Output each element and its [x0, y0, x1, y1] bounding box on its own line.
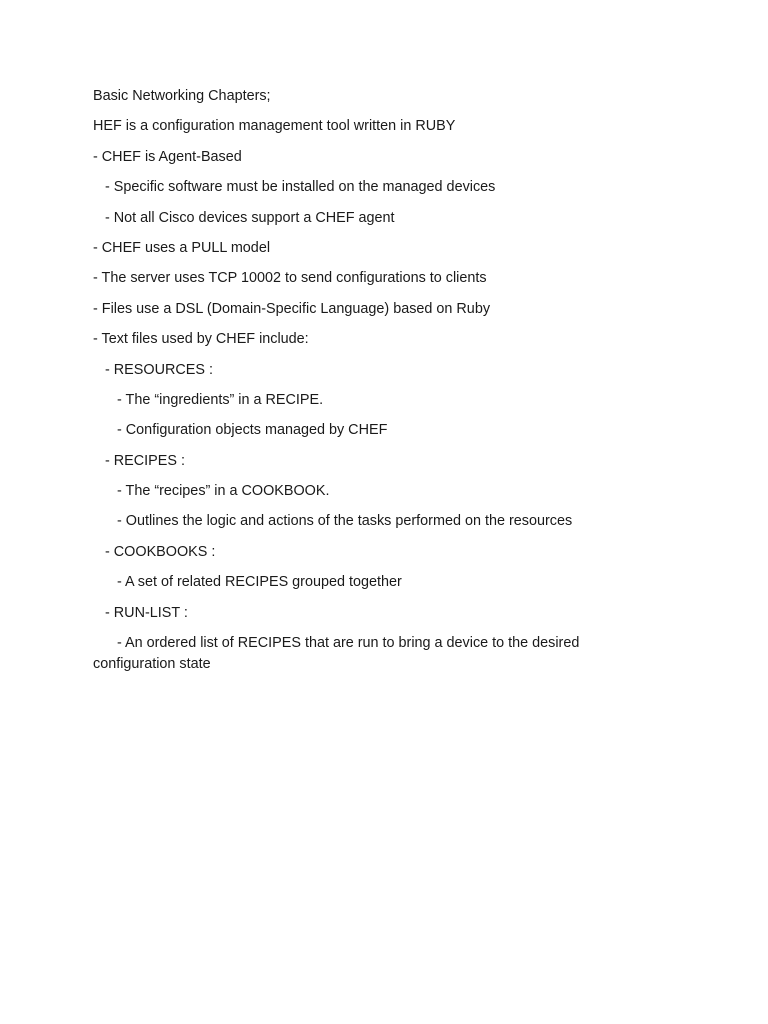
document-body	[93, 86, 653, 685]
sub-bullet-line: - Specific software must be installed on the managed devices	[93, 179, 496, 196]
text-line: HEF is a configuration management tool written in RUBY	[93, 118, 456, 135]
sub-bullet-line: - COOKBOOKS :	[93, 543, 216, 560]
sub-bullet-line: - Not all Cisco devices support a CHEF agent	[93, 209, 395, 226]
nested-bullet-line: - A set of related RECIPES grouped together	[93, 574, 402, 591]
sub-bullet-line: - RESOURCES :	[93, 361, 213, 378]
document-heading: Basic Networking Chapters;	[93, 88, 271, 104]
nested-bullet-line: - Outlines the logic and actions of the tasks performed on the resources	[93, 513, 573, 530]
bullet-line: - CHEF uses a PULL model	[93, 239, 271, 256]
sub-bullet-line: - RUN-LIST :	[93, 604, 188, 621]
bullet-line: - CHEF is Agent-Based	[93, 148, 242, 165]
bullet-line: - Files use a DSL (Domain-Specific Language) based on Ruby	[93, 300, 491, 317]
sub-bullet-line: - RECIPES :	[93, 452, 185, 469]
nested-bullet-line: - The “recipes” in a COOKBOOK.	[93, 483, 330, 500]
bullet-line: - Text files used by CHEF include:	[93, 331, 309, 348]
nested-bullet-line: - The “ingredients” in a RECIPE.	[93, 391, 324, 408]
bullet-line: - The server uses TCP 10002 to send configurations to clients	[93, 270, 487, 287]
nested-bullet-line: - An ordered list of RECIPES that are run to bring a device to the desired configuration state	[93, 635, 584, 673]
nested-bullet-line: - Configuration objects managed by CHEF	[93, 422, 388, 439]
